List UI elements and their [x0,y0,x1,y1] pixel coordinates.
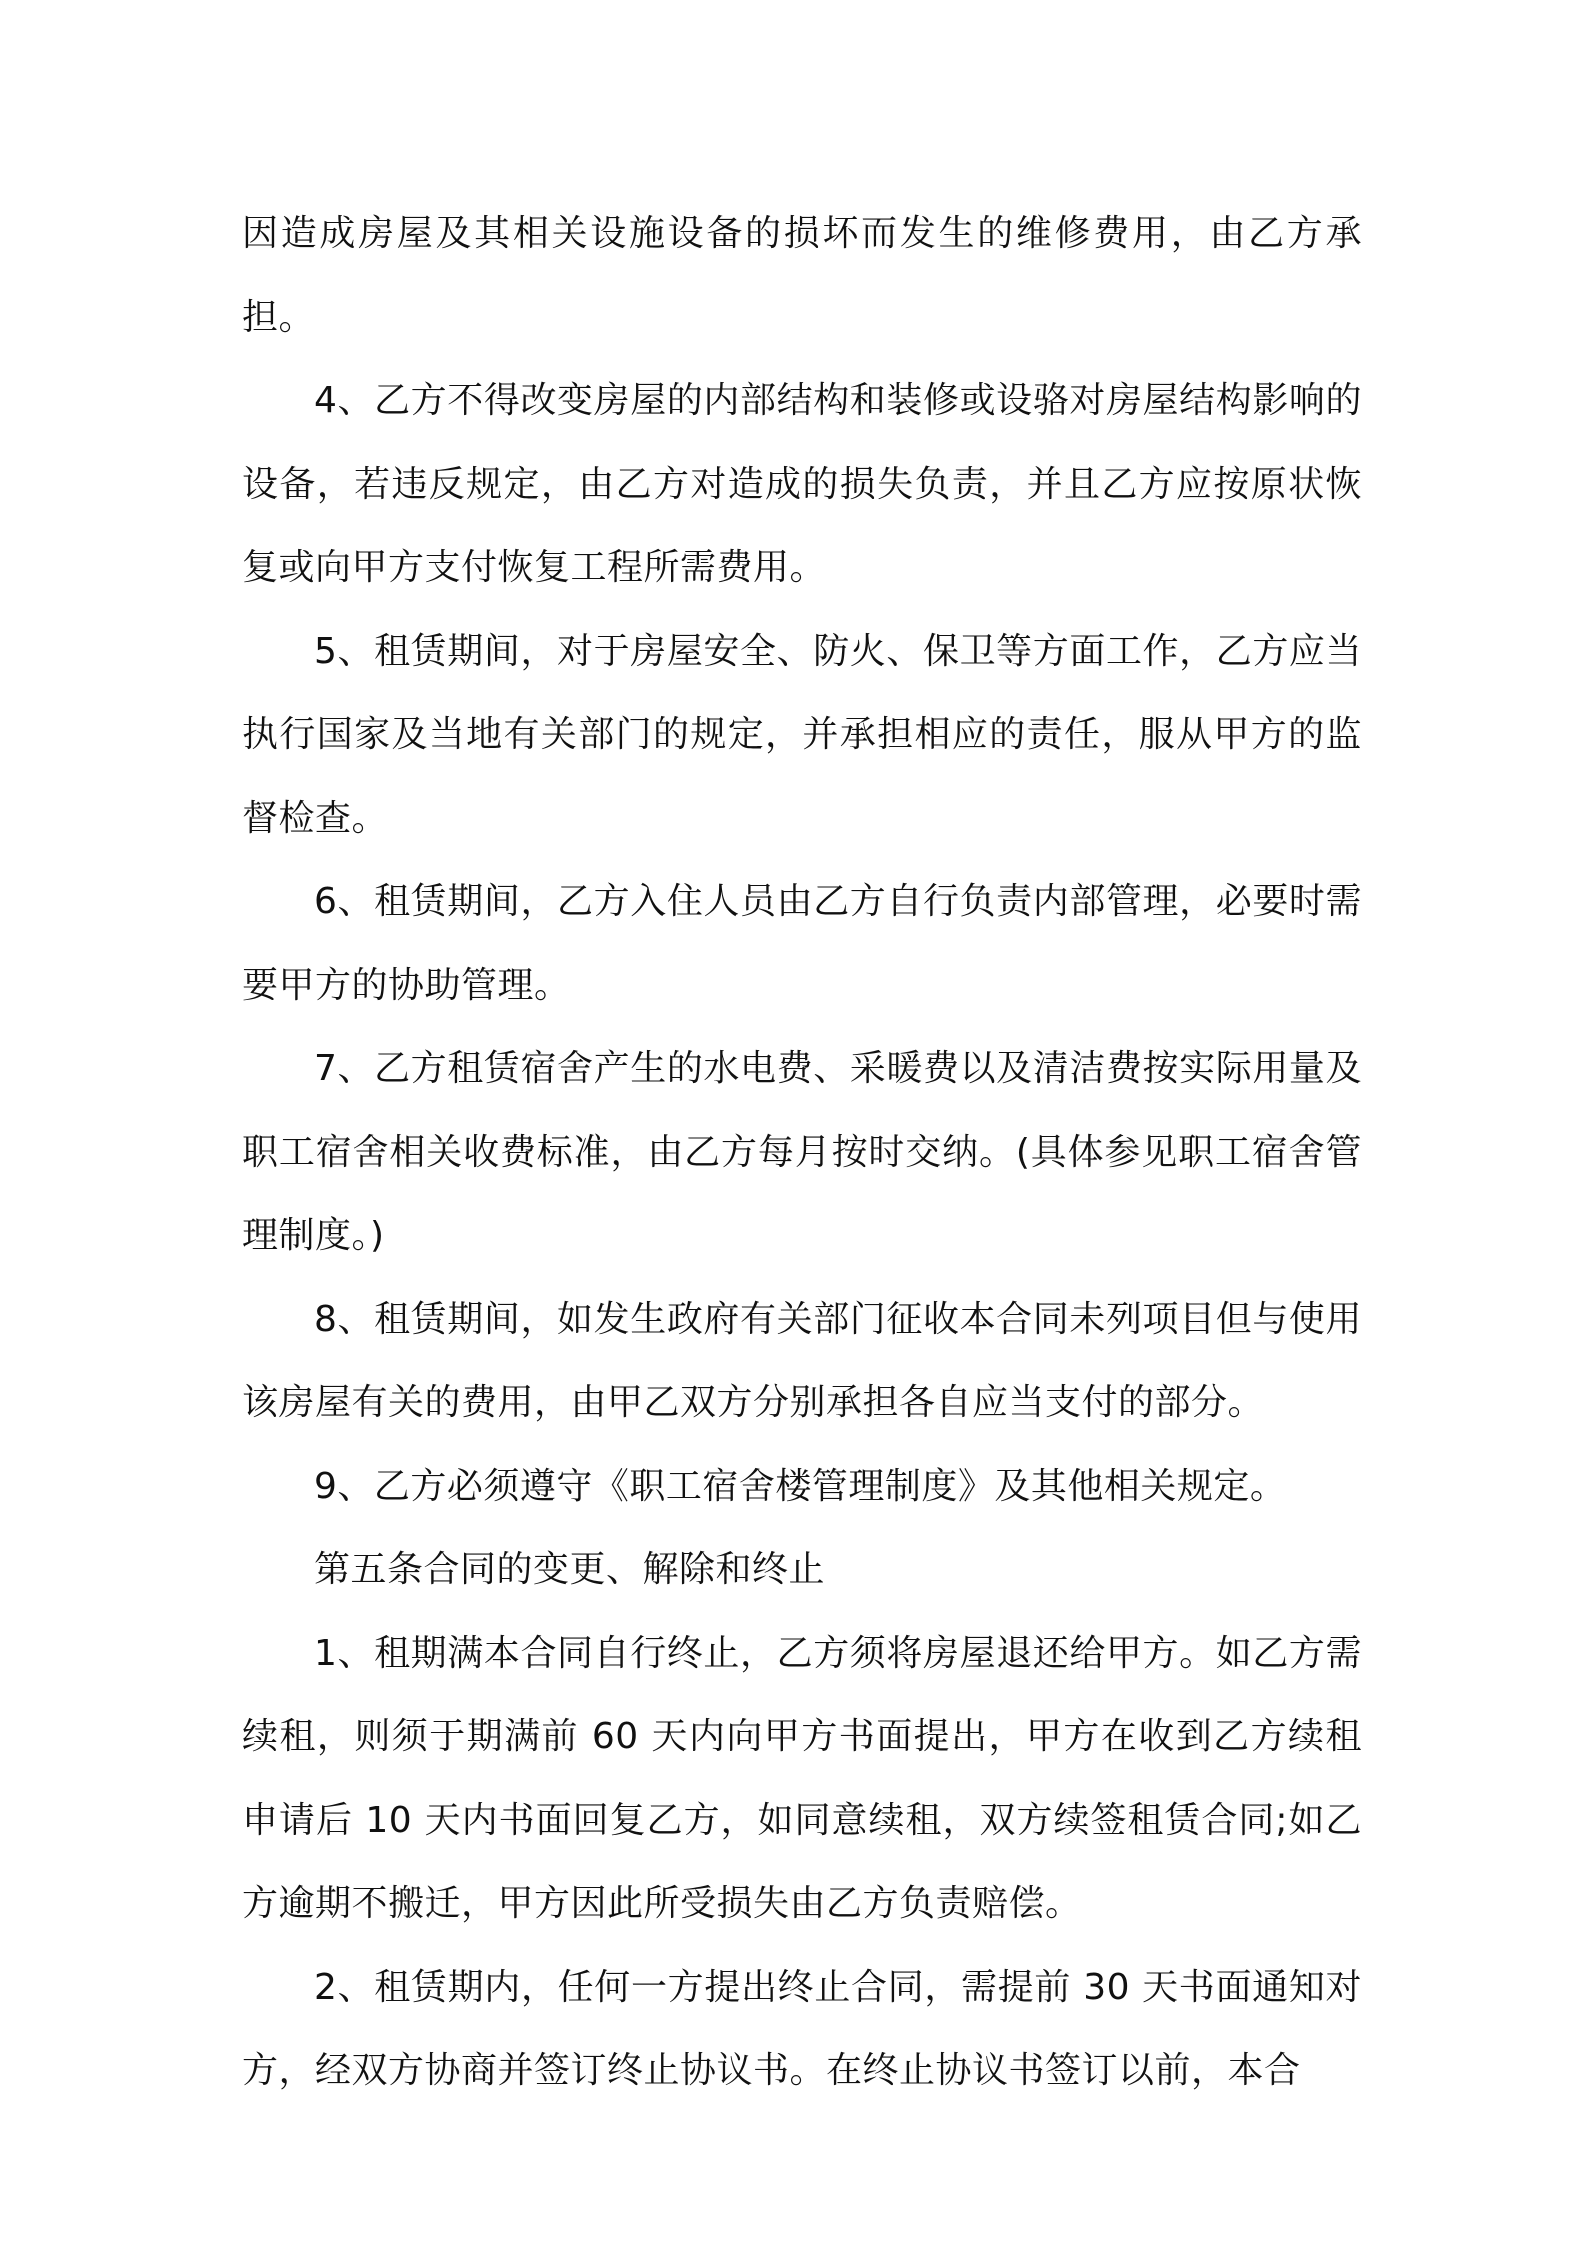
contract-body [242,192,1362,2113]
paragraph-clause-8: 8、租赁期间，如发生政府有关部门征收本合同未列项目但与使用该房屋有关的费用，由甲乙双方分别承担各自应当支付的部分。 [242,1298,1362,1423]
paragraph-clause-4: 4、乙方不得改变房屋的内部结构和装修或设骆对房屋结构影响的设备，若违反规定，由乙方对造成的损失负责，并且乙方应按原状恢复或向甲方支付恢复工程所需费用。 [242,380,1362,588]
paragraph-article-5-clause-2: 2、租赁期内，任何一方提出终止合同，需提前 30 天书面通知对方，经双方协商并签订终止协议书。在终止协议书签订以前，本合 [242,1966,1362,2091]
paragraph-clause-7: 7、乙方租赁宿舍产生的水电费、采暖费以及清洁费按实际用量及职工宿舍相关收费标准，由乙方每月按时交纳。(具体参见职工宿舍管理制度。) [242,1048,1362,1256]
paragraph-clause-6: 6、租赁期间，乙方入住人员由乙方自行负责内部管理，必要时需要甲方的协助管理。 [242,881,1362,1006]
section-heading-article-5: 第五条合同的变更、解除和终止 [314,1549,826,1590]
paragraph-article-5-clause-1: 1、租期满本合同自行终止，乙方须将房屋退还给甲方。如乙方需续租，则须于期满前 60 天内向甲方书面提出，甲方在收到乙方续租申请后 10 天内书面回复乙方，如同意续租，双方续签租赁合同;如乙方逾期不搬迁，甲方因此所受损失由乙方负责赔偿。 [242,1632,1362,1924]
paragraph-clause-5: 5、租赁期间，对于房屋安全、防火、保卫等方面工作，乙方应当执行国家及当地有关部门的规定，并承担相应的责任，服从甲方的监督检查。 [242,630,1362,839]
paragraph-clause-9: 9、乙方必须遵守《职工宿舍楼管理制度》及其他相关规定。 [314,1465,1287,1507]
paragraph-continuation: 因造成房屋及其相关设施设备的损坏而发生的维修费用，由乙方承担。 [242,213,1362,338]
